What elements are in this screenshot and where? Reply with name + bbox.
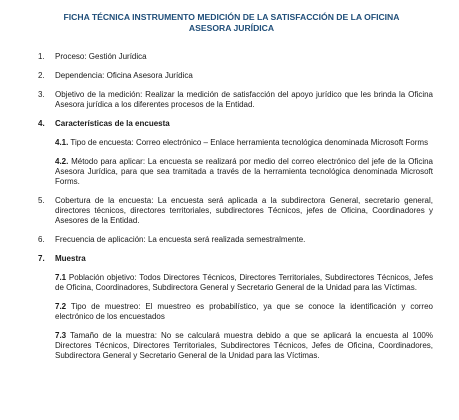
list-item-4 bbox=[38, 119, 433, 187]
sub-label: 7.1 bbox=[55, 273, 67, 282]
sub-item-4-2 bbox=[55, 157, 433, 187]
sub-text: Tipo de muestreo: El muestreo es probabilístico, ya que se conoce la identificación y correo electrónico de los encuestados bbox=[55, 302, 433, 321]
item-number: 5. bbox=[38, 196, 45, 205]
item-number: 4. bbox=[38, 119, 45, 128]
sub-text: Población objetivo: Todos Directores Técnicos, Directores Territoriales, Subdirectores Técnicos, Jefes de Oficina, Coordinadores, Subdirectora General y Secretario General de la Unidad para las Víctimas. bbox=[55, 273, 433, 292]
sub-item-7-2 bbox=[55, 302, 433, 322]
item-number: 2. bbox=[38, 71, 45, 80]
list-item-6 bbox=[38, 235, 433, 245]
sub-label: 4.1. bbox=[55, 138, 69, 147]
item-number: 3. bbox=[38, 90, 45, 99]
list-item-1 bbox=[38, 52, 433, 62]
document-title bbox=[30, 12, 433, 34]
numbered-list bbox=[38, 52, 433, 361]
sub-label: 7.3 bbox=[55, 331, 67, 340]
section-heading: Características de la encuesta bbox=[55, 119, 170, 128]
sub-text: Tipo de encuesta: Correo electrónico – Enlace herramienta tecnológica denominada Microsoft Forms bbox=[68, 138, 429, 147]
section-heading: Muestra bbox=[55, 254, 86, 263]
item-text: Cobertura de la encuesta: La encuesta será aplicada a la subdirectora General, secretario general, directores técnicos, directores territoriales, subdirectores Técnicos, jefes de Oficina, Coordinadores y Asesores de la Entidad. bbox=[55, 196, 433, 225]
list-item-5 bbox=[38, 196, 433, 226]
item-number: 6. bbox=[38, 235, 45, 244]
item-number: 7. bbox=[38, 254, 45, 263]
sub-label: 7.2 bbox=[55, 302, 67, 311]
sub-item-7-3 bbox=[55, 331, 433, 361]
list-item-3 bbox=[38, 90, 433, 110]
sub-item-7-1 bbox=[55, 273, 433, 293]
item-text: Proceso: Gestión Jurídica bbox=[55, 52, 147, 61]
item-text: Dependencia: Oficina Asesora Jurídica bbox=[55, 71, 193, 80]
item-text: Frecuencia de aplicación: La encuesta será realizada semestralmente. bbox=[55, 235, 306, 244]
list-item-2 bbox=[38, 71, 433, 81]
sub-text: Tamaño de la muestra: No se calculará muestra debido a que se aplicará la encuesta al 100% Directores Técnicos, Directores Territoriales, Subdirectores Técnicos, Jefes de Oficina, Coordinadores, Subdirectora General y Secretario General de la Unidad para las Víctimas. bbox=[55, 331, 433, 360]
title-line-2: ASESORA JURÍDICA bbox=[188, 23, 275, 33]
item-text: Objetivo de la medición: Realizar la medición de satisfacción del apoyo jurídico que les brinda la Oficina Asesora jurídica a los diferentes procesos de la Entidad. bbox=[55, 90, 433, 109]
sub-item-4-1 bbox=[55, 138, 433, 148]
item-number: 1. bbox=[38, 52, 45, 61]
list-item-7 bbox=[38, 254, 433, 361]
title-line-1: FICHA TÉCNICA INSTRUMENTO MEDICIÓN DE LA SATISFACCIÓN DE LA OFICINA bbox=[63, 12, 400, 22]
sub-text: Método para aplicar: La encuesta se realizará por medio del correo electrónico del jefe de la Oficina Asesora Jurídica, para que sea tramitada a través de la herramienta tecnológica denominada Microsoft Forms. bbox=[55, 157, 433, 186]
sub-label: 4.2. bbox=[55, 157, 69, 166]
